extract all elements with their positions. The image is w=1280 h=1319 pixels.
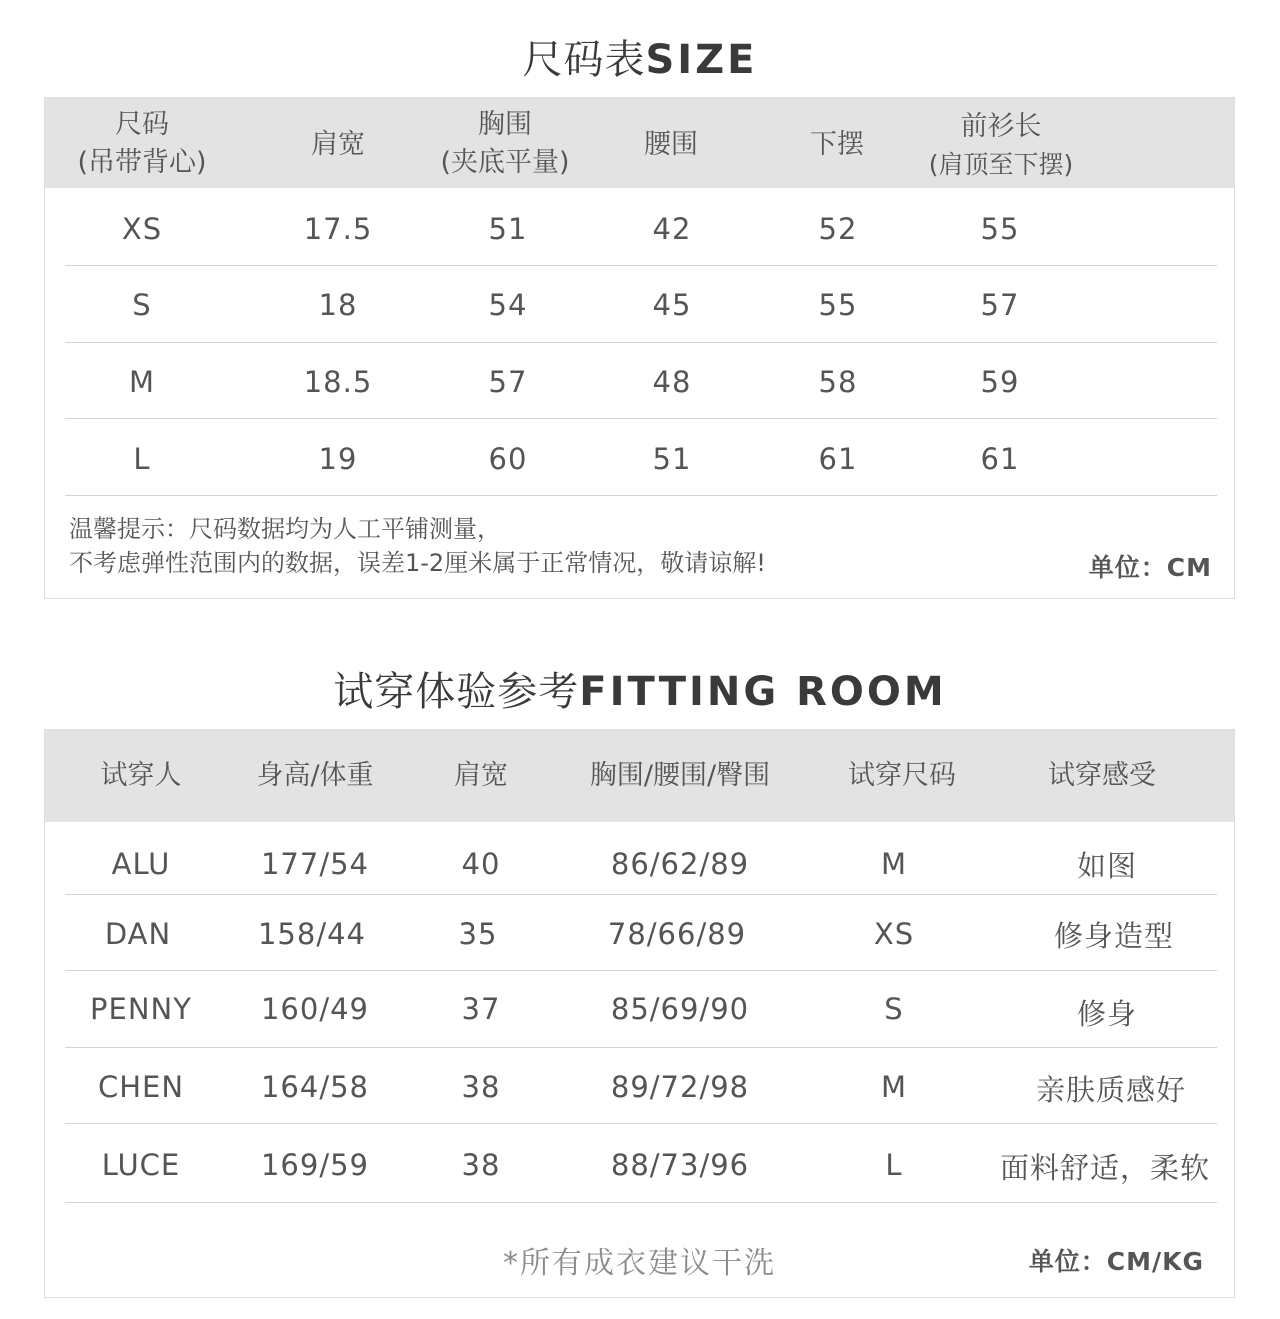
- waist-cell: 42: [652, 212, 692, 246]
- shoulder-cell: 18: [318, 288, 358, 322]
- height-weight-cell: 169/59: [260, 1148, 370, 1182]
- row-divider: [65, 1123, 1217, 1124]
- person-cell: DAN: [104, 917, 172, 951]
- length-cell: 59: [980, 365, 1020, 399]
- shoulder-cell: 38: [461, 1070, 501, 1104]
- size-header-length: 前衫长 (肩顶至下摆): [928, 111, 1074, 179]
- shoulder-cell: 19: [318, 442, 358, 476]
- fit-size-cell: XS: [873, 917, 915, 951]
- length-cell: 57: [980, 288, 1020, 322]
- person-cell: ALU: [111, 847, 171, 881]
- size-title-cn: 尺码表: [522, 37, 646, 83]
- shoulder-cell: 37: [461, 992, 501, 1026]
- fitting-unit-label: 单位：CM/KG: [1028, 1247, 1204, 1276]
- waist-cell: 51: [652, 442, 692, 476]
- measurements-cell: 88/73/96: [610, 1148, 750, 1182]
- fit-size-cell: M: [880, 1070, 908, 1104]
- height-weight-cell: 160/49: [260, 992, 370, 1026]
- height-weight-cell: 177/54: [260, 847, 370, 881]
- size-cell: L: [133, 442, 151, 476]
- fitting-header-measurements: 胸围/腰围/臀围: [589, 760, 771, 791]
- height-weight-cell: 158/44: [257, 917, 367, 951]
- row-divider: [65, 1202, 1217, 1203]
- fitting-header-person: 试穿人: [100, 760, 182, 791]
- size-cell: M: [128, 365, 156, 399]
- hem-cell: 52: [818, 212, 858, 246]
- length-cell: 55: [980, 212, 1020, 246]
- fitting-header-feeling: 试穿感受: [1048, 760, 1156, 791]
- row-divider: [65, 418, 1217, 419]
- chest-cell: 60: [488, 442, 528, 476]
- fitting-table-header: [45, 730, 1234, 822]
- measurements-cell: 85/69/90: [610, 992, 750, 1026]
- size-title-en: SIZE: [645, 37, 758, 83]
- person-cell: PENNY: [90, 992, 192, 1026]
- size-table-header: [45, 98, 1234, 188]
- feeling-cell: 如图: [1076, 849, 1138, 883]
- shoulder-cell: 38: [461, 1148, 501, 1182]
- hem-cell: 58: [818, 365, 858, 399]
- size-header-chest: 胸围 (夹底平量): [440, 109, 570, 178]
- row-divider: [65, 342, 1217, 343]
- height-weight-cell: 164/58: [260, 1070, 370, 1104]
- row-divider: [65, 265, 1217, 266]
- measurements-cell: 86/62/89: [610, 847, 750, 881]
- fit-size-cell: M: [880, 847, 908, 881]
- size-unit-label: 单位：CM: [1088, 553, 1212, 582]
- fit-size-cell: L: [885, 1148, 903, 1182]
- row-divider: [65, 1047, 1217, 1048]
- feeling-cell: 面料舒适，柔软: [999, 1151, 1211, 1185]
- feeling-cell: 亲肤质感好: [1035, 1073, 1187, 1107]
- fit-size-cell: S: [884, 992, 904, 1026]
- measurement-note: 温馨提示：尺码数据均为人工平铺测量， 不考虑弹性范围内的数据，误差1-2厘米属于正常情况，敬请谅解!: [69, 515, 766, 577]
- size-cell: XS: [121, 212, 163, 246]
- measurements-cell: 89/72/98: [610, 1070, 750, 1104]
- chest-cell: 51: [488, 212, 528, 246]
- chest-cell: 57: [488, 365, 528, 399]
- size-header-waist: 腰围: [644, 129, 698, 160]
- chest-cell: 54: [488, 288, 528, 322]
- shoulder-cell: 35: [458, 917, 498, 951]
- shoulder-cell: 18.5: [303, 365, 373, 399]
- fitting-header-height-weight: 身高/体重: [256, 760, 374, 791]
- fitting-header-shoulder: 肩宽: [454, 760, 508, 791]
- size-header-hem: 下摆: [810, 129, 864, 160]
- size-header-shoulder: 肩宽: [311, 129, 365, 160]
- size-header-size: 尺码 (吊带背心): [77, 109, 207, 178]
- fitting-title-cn: 试穿体验参考: [333, 669, 580, 715]
- row-divider: [65, 894, 1217, 895]
- person-cell: LUCE: [101, 1148, 181, 1182]
- shoulder-cell: 40: [461, 847, 501, 881]
- waist-cell: 48: [652, 365, 692, 399]
- fitting-header-size: 试穿尺码: [848, 760, 956, 791]
- fitting-table: [44, 729, 1235, 1298]
- size-table: [44, 97, 1235, 599]
- feeling-cell: 修身造型: [1053, 919, 1175, 953]
- row-divider: [65, 495, 1217, 496]
- size-section-title: [0, 28, 1280, 85]
- hem-cell: 55: [818, 288, 858, 322]
- waist-cell: 45: [652, 288, 692, 322]
- length-cell: 61: [980, 442, 1020, 476]
- measurements-cell: 78/66/89: [607, 917, 747, 951]
- fitting-title-en: FITTING ROOM: [579, 669, 947, 715]
- row-divider: [65, 970, 1217, 971]
- fitting-section-title: [0, 660, 1280, 717]
- person-cell: CHEN: [97, 1070, 185, 1104]
- size-cell: S: [132, 288, 152, 322]
- feeling-cell: 修身: [1076, 997, 1138, 1031]
- dry-clean-note: *所有成衣建议干洗: [503, 1246, 776, 1281]
- shoulder-cell: 17.5: [303, 212, 373, 246]
- hem-cell: 61: [818, 442, 858, 476]
